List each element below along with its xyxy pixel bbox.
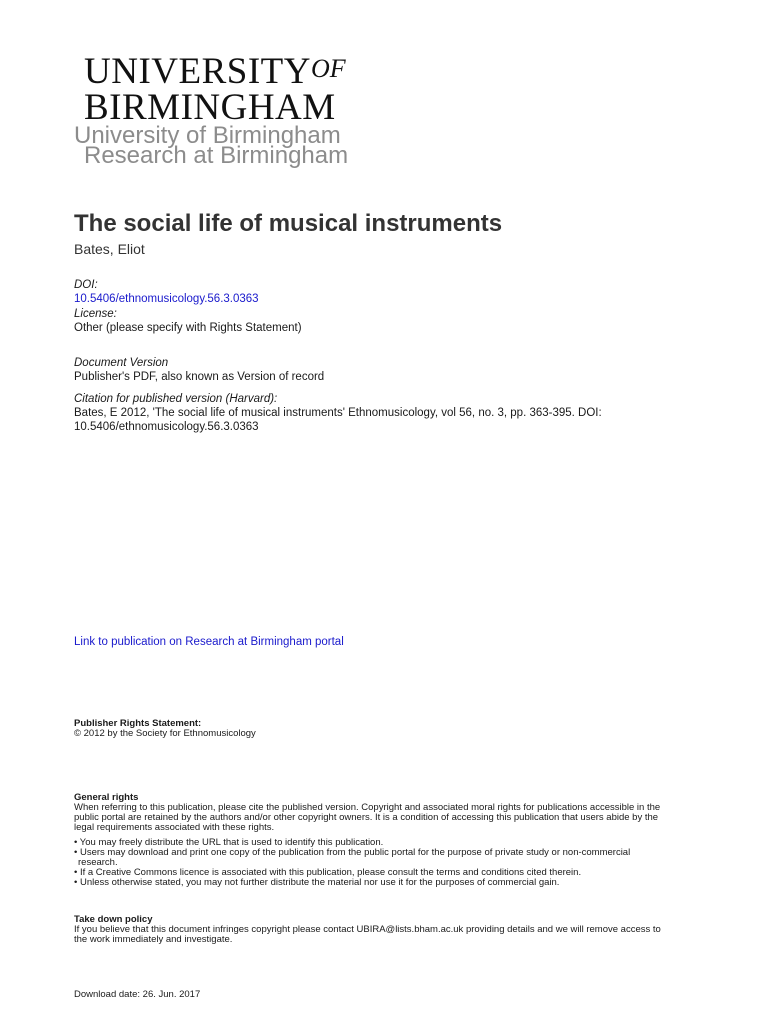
bullet-item: • Users may download and print one copy of the publication from the public portal for the purpose of private study or non-commercial — [74, 847, 631, 858]
general-rights-label: General rights — [74, 792, 139, 803]
take-down-section — [74, 915, 714, 945]
repository-line-1: University of Birmingham — [74, 122, 341, 149]
bullet-item: • If a Creative Commons licence is associated with this publication, please consult the terms and conditions cited therein. — [74, 867, 582, 878]
bullet-item: research. — [78, 857, 118, 868]
general-rights-line-1: When referring to this publication, please cite the published version. Copyright and associated moral rights for publications accessible in the — [74, 802, 661, 813]
take-down-line-1: If you believe that this document infringes copyright please contact UBIRA@lists.bham.ac.uk providing details and we will remove access to — [74, 924, 661, 935]
university-logo — [84, 50, 394, 126]
logo-of: OF — [310, 54, 346, 83]
citation-line-1: Bates, E 2012, 'The social life of musical instruments' Ethnomusicology, vol 56, no. 3, pp. 363-395. DOI: — [74, 407, 602, 419]
doi-label: DOI: — [74, 279, 98, 291]
repository-heading — [74, 122, 349, 169]
portal-link[interactable]: Link to publication on Research at Birmingham portal — [74, 636, 344, 648]
rights-statement-label: Publisher Rights Statement: — [74, 718, 202, 729]
repository-line-2: Research at Birmingham — [84, 142, 349, 169]
license-section — [74, 307, 724, 335]
bullet-item: • You may freely distribute the URL that is used to identify this publication. — [74, 837, 384, 848]
general-rights-bullets — [74, 838, 714, 888]
publication-title: The social life of musical instruments — [74, 210, 503, 237]
rights-statement-value: © 2012 by the Society for Ethnomusicology — [74, 728, 256, 739]
citation-section — [74, 392, 724, 434]
logo-line-birmingham: BIRMINGHAM — [84, 87, 336, 128]
logo-line-university: UNIVERSITYOF — [84, 51, 346, 92]
bullet-item: • Unless otherwise stated, you may not further distribute the material nor use it for the purposes of commercial gain. — [74, 877, 560, 888]
citation-label: Citation for published version (Harvard): — [74, 393, 278, 405]
doi-section — [74, 278, 724, 306]
general-rights-section — [74, 793, 714, 888]
license-label: License: — [74, 308, 117, 320]
document-version-value: Publisher's PDF, also known as Version of record — [74, 371, 325, 383]
take-down-line-2: the work immediately and investigate. — [74, 934, 233, 945]
general-rights-line-3: legal requirements associated with these rights. — [74, 822, 275, 833]
publication-author: Bates, Eliot — [74, 241, 145, 257]
document-version-section — [74, 356, 724, 384]
doi-link[interactable]: 10.5406/ethnomusicology.56.3.0363 — [74, 293, 259, 305]
citation-line-2: 10.5406/ethnomusicology.56.3.0363 — [74, 421, 259, 433]
rights-statement-section — [74, 719, 714, 739]
download-date: Download date: 26. Jun. 2017 — [74, 989, 201, 1000]
document-version-label: Document Version — [74, 357, 169, 369]
license-value: Other (please specify with Rights Statement) — [74, 322, 302, 334]
general-rights-line-2: public portal are retained by the authors and/or other copyright owners. It is a condition of accessing this publication that users abide by the — [74, 812, 659, 823]
take-down-label: Take down policy — [74, 914, 153, 925]
